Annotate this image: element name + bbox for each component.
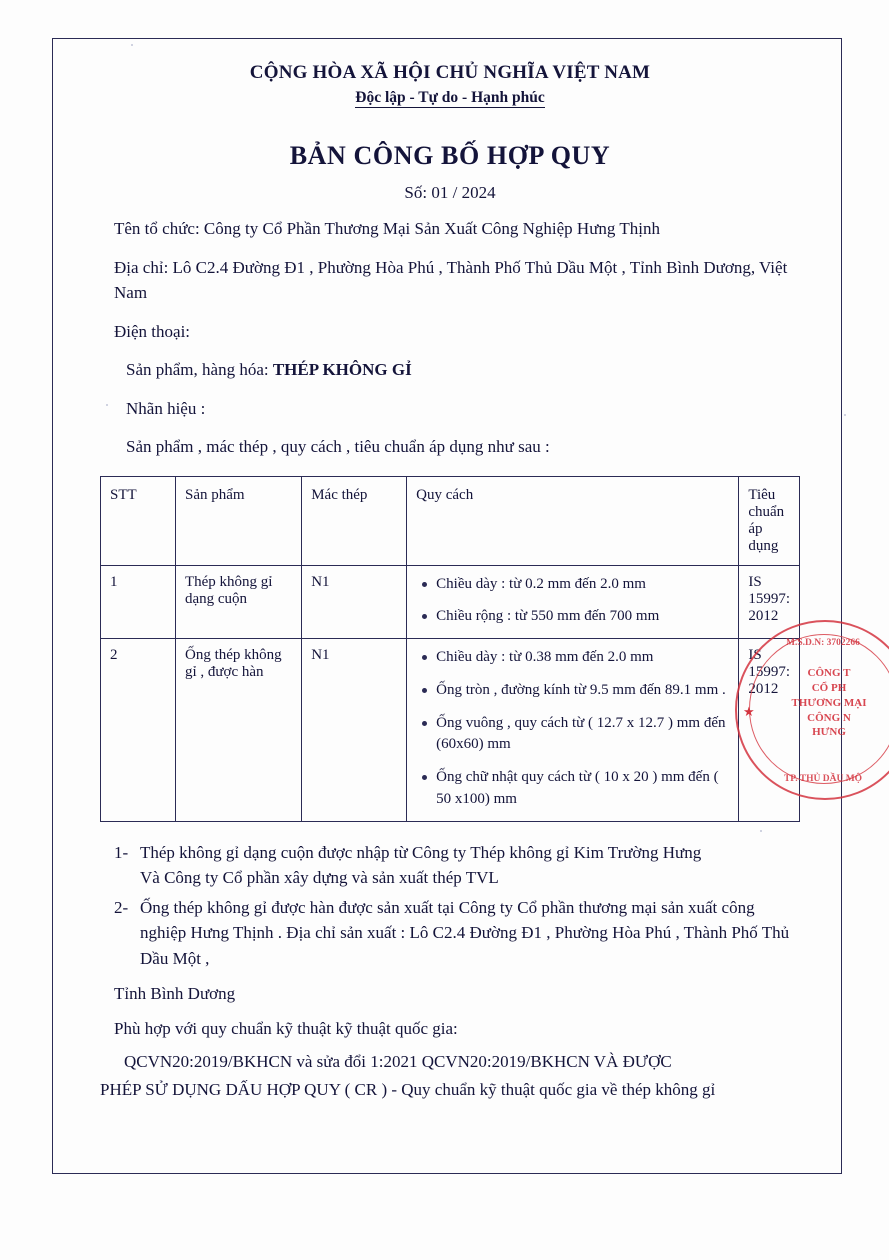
- product-line: [100, 357, 800, 383]
- header-stt: STT: [101, 476, 176, 565]
- cell-tieu-chuan: IS 15997: 2012: [739, 565, 800, 639]
- cell-tieu-chuan: IS 15997: 2012: [739, 639, 800, 822]
- intro-line: Sản phẩm , mác thép , quy cách , tiêu chuẩn áp dụng như sau :: [126, 437, 550, 456]
- header-mac-thep: Mác thép: [302, 476, 407, 565]
- note-1: [100, 840, 800, 866]
- org-name: Tên tổ chức: Công ty Cổ Phần Thương Mại Sản Xuất Công Nghiệp Hưng Thịnh: [114, 219, 660, 238]
- quy-cach-list: [416, 647, 729, 811]
- conformity-line: Phù hợp với quy chuẩn kỹ thuật kỹ thuật quốc gia:: [114, 1018, 458, 1038]
- note-number: 2-: [114, 897, 129, 917]
- quy-cach-list: [416, 574, 729, 629]
- standards-line-1: QCVN20:2019/BKHCN và sửa đổi 1:2021 QCVN20:2019/BKHCN VÀ ĐƯỢC: [124, 1052, 672, 1071]
- cell-san-pham: Thép không gỉ dạng cuộn: [175, 565, 301, 639]
- table-row: [101, 565, 800, 639]
- stamp-location-text: TP. THỦ DẦU MỘ: [783, 774, 863, 784]
- note-2: [100, 895, 800, 972]
- national-motto: [100, 89, 800, 107]
- header-quy-cach: Quy cách: [407, 476, 739, 565]
- document-number: Số: 01 / 2024: [404, 183, 496, 202]
- header-san-pham: Sản phẩm: [175, 476, 301, 565]
- national-header: CỘNG HÒA XÃ HỘI CHỦ NGHĨA VIỆT NAM: [249, 62, 651, 83]
- product-value: THÉP KHÔNG GỈ: [272, 360, 412, 379]
- spec-table: [100, 476, 800, 822]
- list-item: Chiều rộng : từ 550 mm đến 700 mm: [436, 606, 729, 628]
- list-item: Ống tròn , đường kính từ 9.5 mm đến 89.1 mm .: [436, 680, 729, 702]
- national-motto-text: Độc lập - Tự do - Hạnh phúc: [355, 89, 545, 106]
- list-item: Chiều dày : từ 0.2 mm đến 2.0 mm: [436, 574, 729, 596]
- document-content: [72, 62, 828, 1102]
- table-row: [101, 639, 800, 822]
- note-text: Ống thép không gỉ được hàn được sản xuất tại Công ty Cổ phần thương mại sản xuất công nghiệp Hưng Thịnh . Địa chỉ sản xuất : Lô C2.4 Đường Đ1 , Phường Hòa Phú , Thành Phố Thủ Dầu Một ,: [140, 897, 790, 968]
- cell-quy-cach: [407, 565, 739, 639]
- note-1-continued: Và Công ty Cổ phần xây dựng và sản xuất thép TVL: [140, 868, 499, 887]
- cell-mac-thep: N1: [302, 639, 407, 822]
- brand-line: Nhãn hiệu :: [126, 398, 206, 418]
- cell-san-pham: Ống thép không gỉ , được hàn: [175, 639, 301, 822]
- stamp-star-icon: ★: [743, 704, 755, 719]
- cell-quy-cach: [407, 639, 739, 822]
- org-address: Địa chỉ: Lô C2.4 Đường Đ1 , Phường Hòa Phú , Thành Phố Thủ Dầu Một , Tỉnh Bình Dương, Việt Nam: [114, 257, 788, 302]
- notes-section: [100, 840, 800, 972]
- list-item: Ống vuông , quy cách từ ( 12.7 x 12.7 ) mm đến (60x60) mm: [436, 713, 729, 757]
- stamp-registration-number: M.S.D.N: 3702266: [786, 638, 860, 648]
- stamp-line-2: CỔ PH: [811, 681, 847, 694]
- cell-mac-thep: N1: [302, 565, 407, 639]
- stamp-line-4: CÔNG N: [807, 711, 851, 724]
- cell-stt: 2: [101, 639, 176, 822]
- stamp-line-5: HƯNG: [812, 726, 846, 739]
- page-title: BẢN CÔNG BỐ HỢP QUY: [289, 141, 611, 170]
- stamp-line-3: THƯƠNG MẠI: [791, 696, 867, 709]
- list-item: Ống chữ nhật quy cách từ ( 10 x 20 ) mm đến ( 50 x100) mm: [436, 767, 729, 811]
- org-phone: Điện thoại:: [114, 321, 191, 341]
- standards-line-2: PHÉP SỬ DỤNG DẤU HỢP QUY ( CR ) - Quy chuẩn kỹ thuật quốc gia về thép không gỉ: [100, 1079, 716, 1099]
- header-tieu-chuan: Tiêu chuẩn áp dụng: [739, 476, 800, 565]
- cell-stt: 1: [101, 565, 176, 639]
- table-header-row: [101, 476, 800, 565]
- note-text: Thép không gỉ dạng cuộn được nhập từ Công ty Thép không gỉ Kim Trường Hưng: [140, 842, 702, 862]
- list-item: Chiều dày : từ 0.38 mm đến 2.0 mm: [436, 647, 729, 669]
- product-label: Sản phẩm, hàng hóa:: [126, 360, 269, 379]
- province-line: Tỉnh Bình Dương: [114, 984, 236, 1003]
- note-number: 1-: [114, 842, 129, 862]
- stamp-line-1: CÔNG T: [807, 667, 851, 679]
